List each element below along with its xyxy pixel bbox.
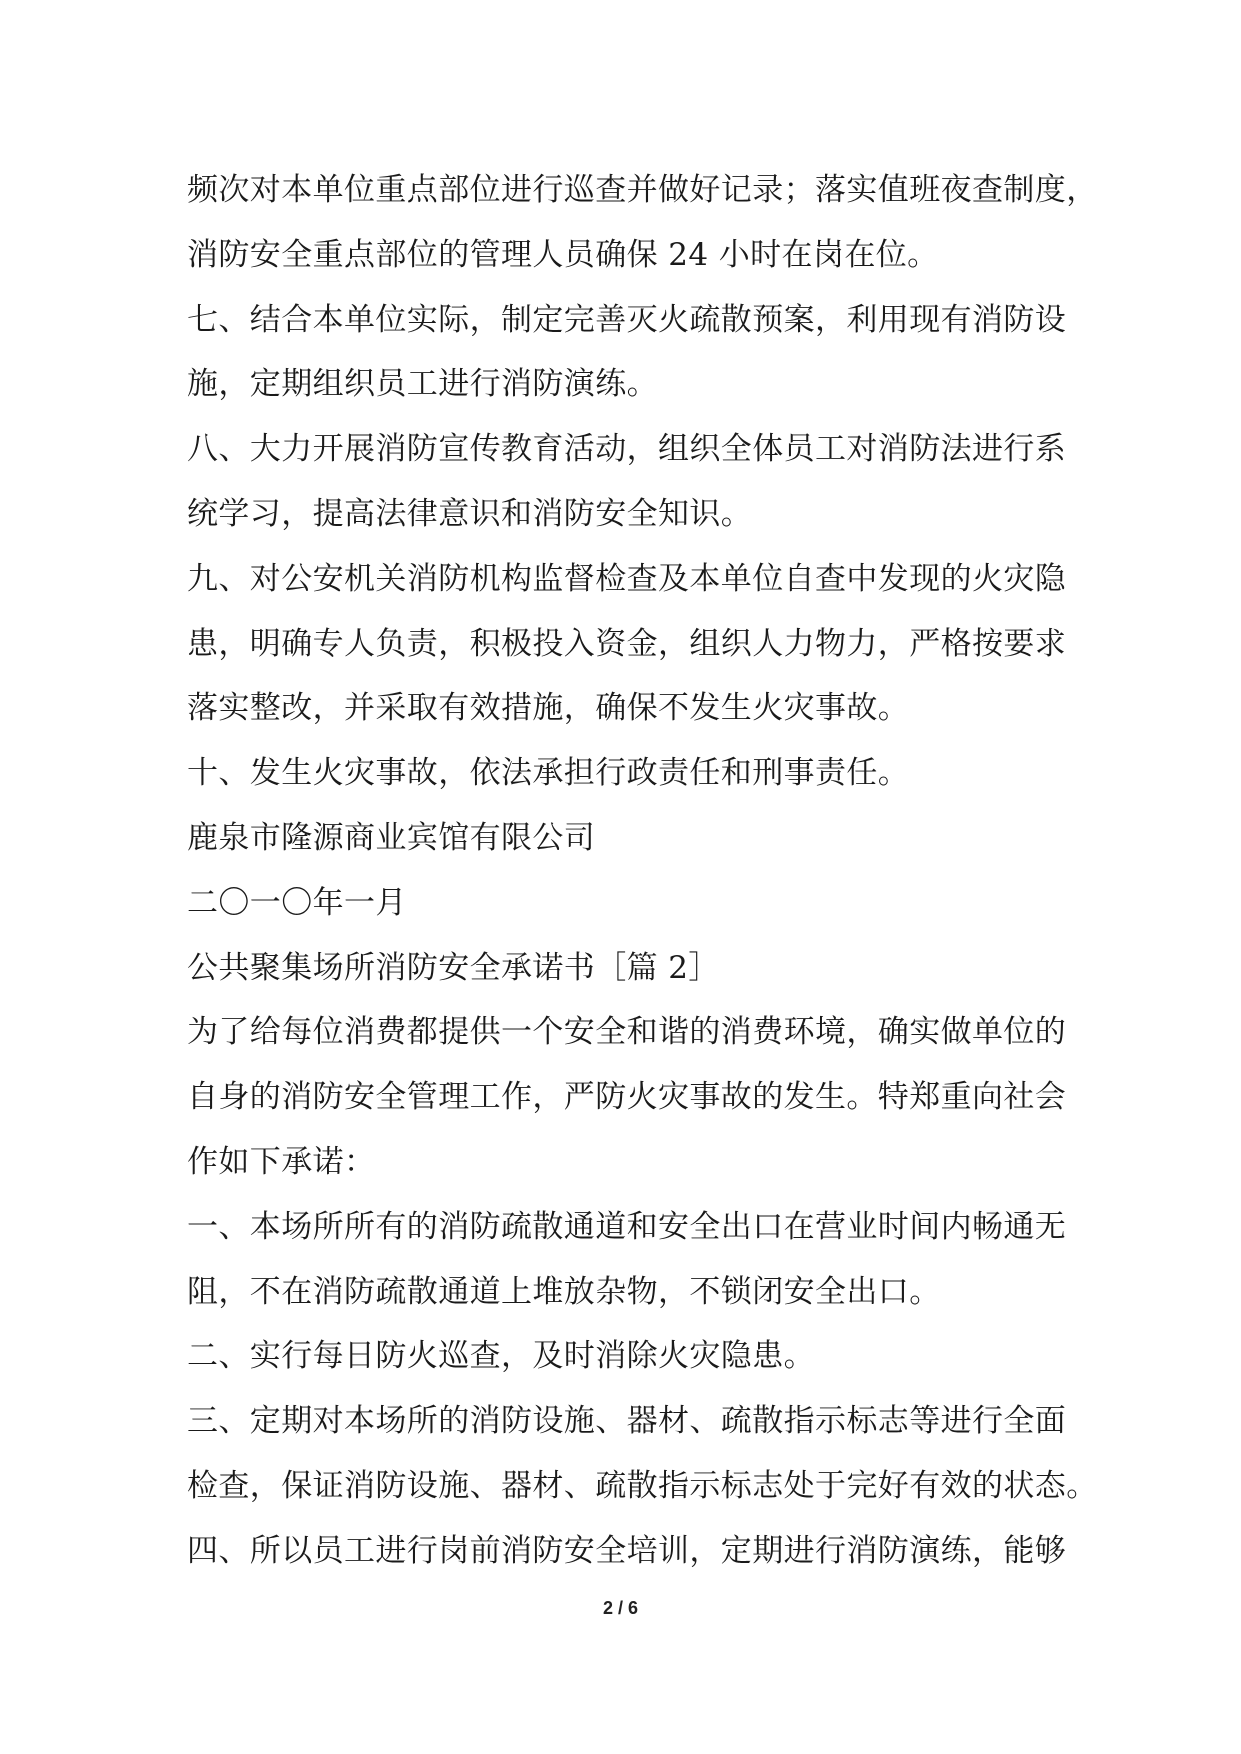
text-line: 落实整改，并采取有效措施，确保不发生火灾事故。 bbox=[187, 690, 910, 727]
date-line: 二〇一〇年一月 bbox=[187, 884, 407, 921]
text-line: 九、对公安机关消防机构监督检查及本单位自查中发现的火灾隐 bbox=[187, 560, 1067, 597]
text-line: 七、结合本单位实际，制定完善灭火疏散预案，利用现有消防设 bbox=[187, 301, 1067, 338]
text-line: 一、本场所所有的消防疏散通道和安全出口在营业时间内畅通无 bbox=[187, 1208, 1067, 1245]
page-number: 2 / 6 bbox=[602, 1598, 639, 1618]
text-line: 统学习，提高法律意识和消防安全知识。 bbox=[187, 495, 753, 532]
company-name: 鹿泉市隆源商业宾馆有限公司 bbox=[187, 819, 596, 856]
section-title: 公共聚集场所消防安全承诺书［篇 2］ bbox=[187, 949, 720, 986]
text-line: 四、所以员工进行岗前消防安全培训，定期进行消防演练，能够 bbox=[187, 1532, 1067, 1569]
text-line: 十、发生火灾事故，依法承担行政责任和刑事责任。 bbox=[187, 755, 910, 792]
text-line: 八、大力开展消防宣传教育活动，组织全体员工对消防法进行系 bbox=[187, 431, 1067, 468]
text-line: 患，明确专人负责，积极投入资金，组织人力物力，严格按要求 bbox=[187, 625, 1067, 662]
text-line: 施，定期组织员工进行消防演练。 bbox=[187, 366, 658, 403]
text-line: 频次对本单位重点部位进行巡查并做好记录；落实值班夜查制度， bbox=[187, 172, 1098, 208]
text-line: 为了给每位消费都提供一个安全和谐的消费环境，确实做单位的 bbox=[187, 1014, 1067, 1051]
text-line: 自身的消防安全管理工作，严防火灾事故的发生。特郑重向社会 bbox=[187, 1079, 1067, 1116]
text-line: 检查，保证消防设施、器材、疏散指示标志处于完好有效的状态。 bbox=[187, 1467, 1098, 1504]
text-line: 消防安全重点部位的管理人员确保 24 小时在岗在位。 bbox=[187, 236, 939, 273]
text-line: 三、定期对本场所的消防设施、器材、疏散指示标志等进行全面 bbox=[187, 1403, 1067, 1440]
text-line: 作如下承诺： bbox=[187, 1143, 376, 1180]
text-line: 阻，不在消防疏散通道上堆放杂物，不锁闭安全出口。 bbox=[187, 1273, 941, 1310]
text-line: 二、实行每日防火巡查，及时消除火灾隐患。 bbox=[187, 1338, 815, 1375]
document-body bbox=[187, 158, 1098, 1584]
